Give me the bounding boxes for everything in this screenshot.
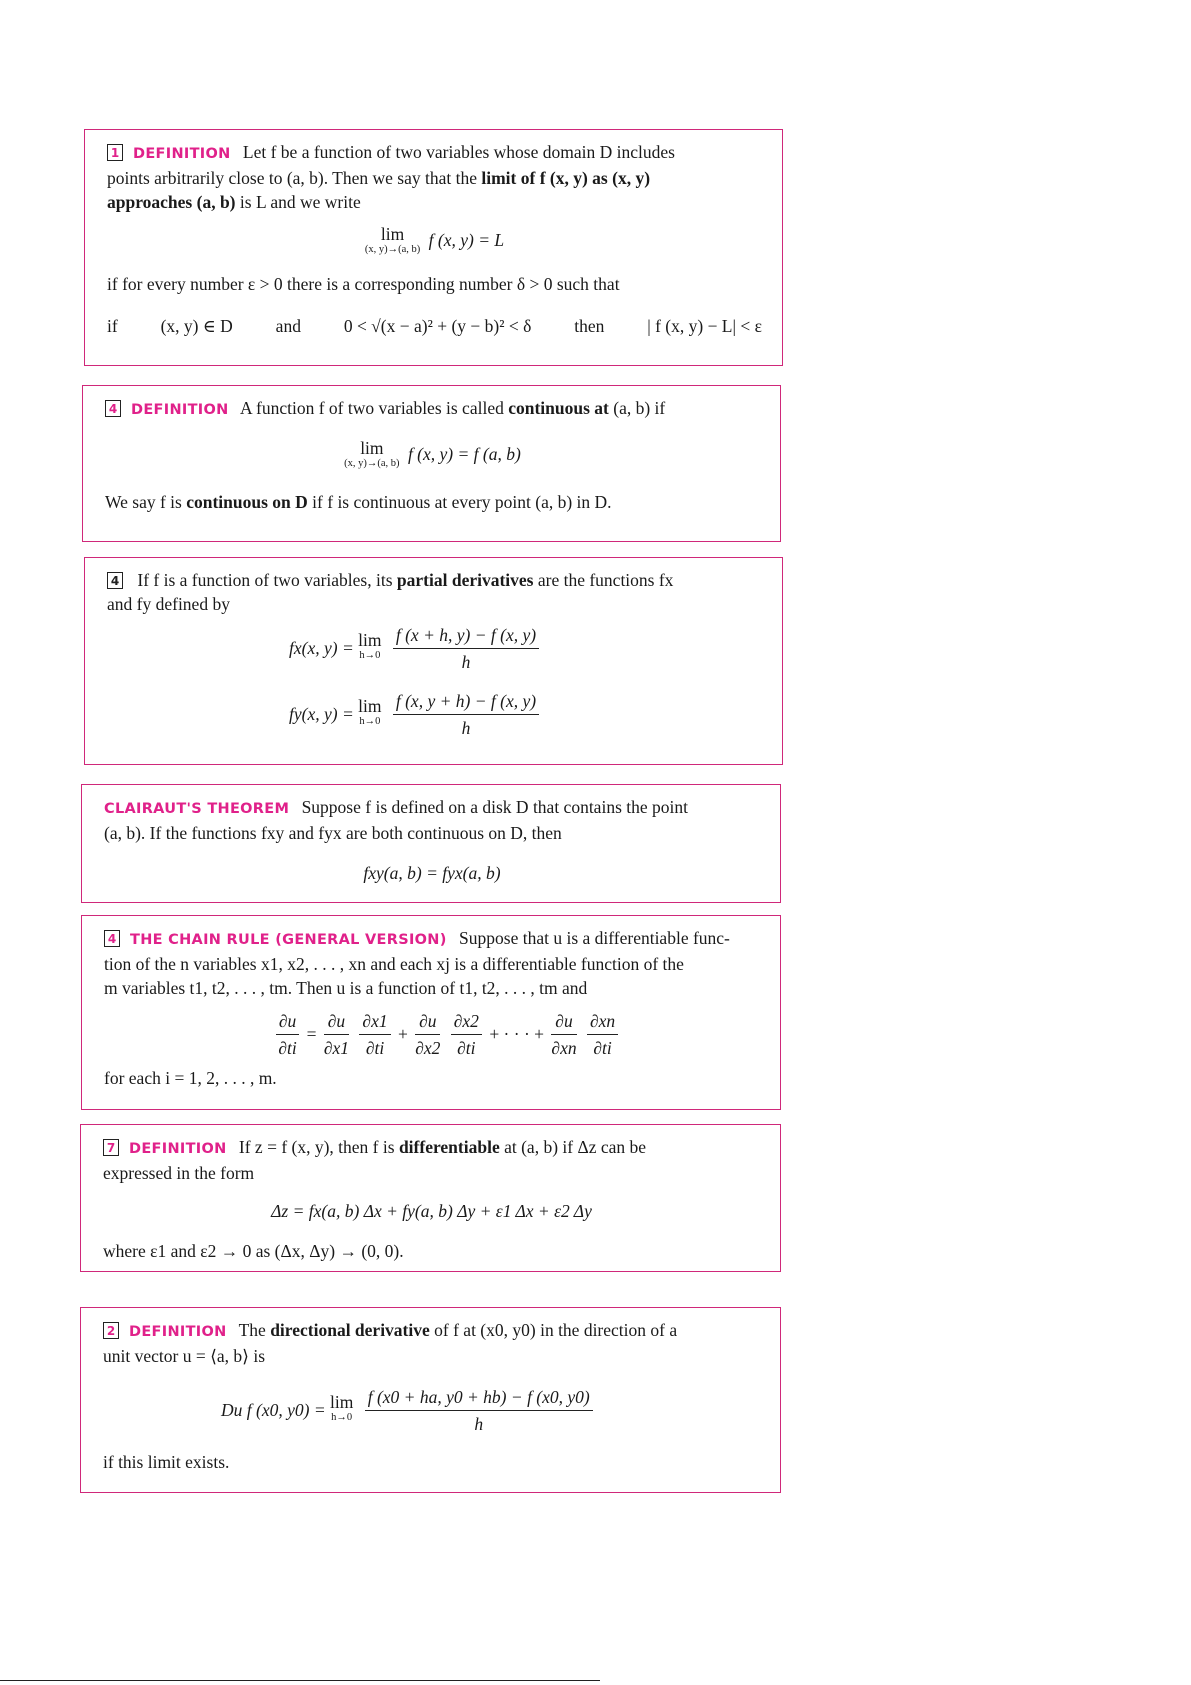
lim-text: lim: [330, 1392, 354, 1412]
fraction-numerator: ∂u: [415, 1010, 440, 1035]
definition-condition: [107, 314, 762, 338]
definition-text: points arbitrarily close to (a, b). Then we say that the: [107, 168, 477, 188]
fraction-numerator: f (x + h, y) − f (x, y): [393, 624, 539, 649]
fraction: [365, 1386, 593, 1434]
directional-derivative-box: [80, 1307, 781, 1493]
ellipsis-sum: + · · · +: [489, 1024, 545, 1044]
definition-bold-term: limit of f (x, y) as (x, y): [481, 168, 651, 188]
fraction-numerator: ∂u: [276, 1010, 299, 1035]
page-footer-rule: [0, 1680, 600, 1681]
definition-number: 4: [104, 930, 120, 947]
fraction: [587, 1010, 618, 1058]
fraction-numerator: ∂x1: [359, 1010, 390, 1035]
lim-subscript: h→0: [359, 650, 381, 661]
clairaut-equation-text: fxy(a, b) = fyx(a, b): [363, 863, 501, 883]
fraction: [324, 1010, 349, 1058]
condition-result: | f (x, y) − L| < ε: [647, 316, 762, 336]
limit-operator: [358, 698, 381, 730]
fraction-denominator: ∂ti: [457, 1038, 476, 1058]
definition-text: tion of the n variables x1, x2, . . . , xn and each xj is a differentiable function of the: [104, 954, 684, 974]
definition-bold-term: approaches (a, b): [107, 192, 236, 212]
definition-continuity-box: [82, 385, 781, 542]
clairaut-theorem-box: [81, 784, 781, 903]
definition-text: (a, b). If the functions fxy and fyx are both continuous on D, then: [104, 823, 562, 843]
fraction-denominator: ∂x1: [323, 1038, 350, 1058]
limit-operator: [344, 440, 399, 472]
definition-line: [107, 568, 762, 592]
limit-equation-rhs: f (x, y) = L: [428, 230, 505, 251]
definition-text: Suppose f is defined on a disk D that contains the point: [301, 797, 688, 817]
fraction: [415, 1010, 440, 1058]
condition-and: and: [275, 316, 301, 336]
definition-line: [107, 190, 762, 214]
equals-sign: =: [306, 1024, 317, 1044]
partial-x-equation: [289, 624, 762, 672]
definition-line: [107, 166, 762, 190]
definition-text: expressed in the form: [103, 1163, 255, 1183]
definition-number: 2: [103, 1322, 119, 1339]
fraction: [451, 1010, 482, 1058]
definition-bold-term: partial derivatives: [396, 570, 534, 590]
definition-text: if for every number ε > 0 there is a corresponding number δ > 0 such that: [107, 274, 620, 294]
partial-y-equation: [289, 690, 762, 738]
definition-bold-term: continuous at: [508, 398, 609, 418]
fraction-denominator: h: [474, 1414, 484, 1434]
differentiable-equation-text: Δz = fx(a, b) Δx + fy(a, b) Δy + ε1 Δx + ε2 Δy: [271, 1201, 592, 1221]
definition-text: m variables t1, t2, . . . , tm. Then u is a function of t1, t2, . . . , tm and: [104, 978, 588, 998]
fraction: [393, 690, 539, 738]
limit-equation: [107, 226, 762, 258]
definition-limit-intro: [107, 140, 762, 166]
limit-operator: [358, 632, 381, 664]
fraction: [276, 1010, 299, 1058]
definition-text: if this limit exists.: [103, 1452, 230, 1472]
equation-lhs: fx(x, y) =: [289, 638, 354, 658]
definition-text: If z = f (x, y), then f is: [238, 1137, 395, 1157]
fraction-denominator: h: [461, 652, 471, 672]
definition-line: [104, 795, 760, 821]
clairaut-equation: [104, 861, 760, 885]
definition-bold-term: differentiable: [398, 1137, 500, 1157]
continuity-equation-rhs: f (x, y) = f (a, b): [407, 444, 521, 465]
definition-tag: DEFINITION: [129, 1324, 227, 1340]
fraction-numerator: ∂u: [551, 1010, 576, 1035]
definition-tag: DEFINITION: [131, 402, 229, 418]
directional-derivative-equation: [221, 1386, 760, 1434]
fraction: [551, 1010, 576, 1058]
lim-subscript: (x, y)→(a, b): [364, 244, 421, 255]
condition-distance: 0 < √(x − a)² + (y − b)² < δ: [343, 316, 532, 336]
definition-line: [105, 490, 760, 514]
definition-text: Suppose that u is a differentiable func-: [459, 928, 730, 948]
limit-operator: [365, 226, 420, 258]
lim-text: lim: [380, 224, 405, 244]
lim-text: lim: [360, 438, 384, 458]
definition-text: Let f be a function of two variables whose domain D includes: [242, 142, 675, 162]
theorem-tag: CLAIRAUT'S THEOREM: [104, 801, 290, 817]
definition-text: If f is a function of two variables, its: [137, 570, 393, 590]
chain-rule-equation: [104, 1010, 760, 1058]
definition-text: and fy defined by: [107, 594, 230, 614]
definition-tag: DEFINITION: [129, 1141, 227, 1157]
condition-if: if: [107, 316, 118, 336]
definition-text: We say f is: [105, 492, 182, 512]
differentiable-definition-box: [80, 1124, 781, 1272]
fraction-denominator: h: [461, 718, 471, 738]
definition-tag: DEFINITION: [133, 146, 231, 162]
theorem-tag: THE CHAIN RULE (GENERAL VERSION): [130, 932, 447, 948]
fraction-numerator: ∂u: [324, 1010, 349, 1035]
definition-number: 4: [107, 572, 123, 589]
definition-number: 7: [103, 1139, 119, 1156]
definition-line: [103, 1318, 760, 1344]
definition-text: (a, b) if: [613, 398, 666, 418]
definition-text: at (a, b) if Δz can be: [504, 1137, 647, 1157]
fraction-denominator: ∂xn: [551, 1038, 577, 1058]
definition-line: [105, 396, 760, 422]
definition-text: are the functions fx: [537, 570, 674, 590]
condition-domain: (x, y) ∈ D: [160, 316, 233, 336]
chain-rule-box: [81, 915, 781, 1110]
continuity-equation: [105, 440, 760, 472]
fraction-numerator: ∂x2: [451, 1010, 482, 1035]
fraction-denominator: ∂ti: [365, 1038, 385, 1058]
differentiable-equation: [103, 1199, 760, 1223]
condition-then: then: [574, 316, 605, 336]
lim-text: lim: [358, 630, 382, 650]
fraction-denominator: ∂ti: [278, 1038, 297, 1058]
fraction-numerator: ∂xn: [587, 1010, 618, 1035]
definition-text: unit vector u = ⟨a, b⟩ is: [103, 1346, 266, 1366]
definition-text: where ε1 and ε2 → 0 as (Δx, Δy) → (0, 0).: [103, 1241, 404, 1261]
definition-text: for each i = 1, 2, . . . , m.: [104, 1068, 277, 1088]
fraction-numerator: f (x0 + ha, y0 + hb) − f (x0, y0): [365, 1386, 593, 1411]
limit-operator: [330, 1394, 353, 1426]
fraction-denominator: ∂x2: [415, 1038, 441, 1058]
definition-text: if f is continuous at every point (a, b) in D.: [312, 492, 612, 512]
partial-derivatives-box: [84, 557, 783, 765]
definition-number: 4: [105, 400, 121, 417]
definition-line: [104, 926, 760, 952]
definition-text: of f at (x0, y0) in the direction of a: [434, 1320, 678, 1340]
fraction: [393, 624, 539, 672]
plus-sign: +: [397, 1024, 408, 1044]
definition-bold-term: continuous on D: [186, 492, 308, 512]
equation-lhs: Du f (x0, y0) =: [221, 1400, 326, 1420]
equation-lhs: fy(x, y) =: [289, 704, 354, 724]
definition-bold-term: directional derivative: [270, 1320, 430, 1340]
lim-subscript: (x, y)→(a, b): [344, 458, 400, 469]
definition-line: [103, 1135, 760, 1161]
definition-text: A function f of two variables is called: [239, 398, 504, 418]
lim-subscript: h→0: [359, 716, 381, 727]
definition-limit-box: [84, 129, 783, 366]
fraction-denominator: ∂ti: [593, 1038, 612, 1058]
fraction-numerator: f (x, y + h) − f (x, y): [393, 690, 539, 715]
definition-text: is L and we write: [235, 192, 361, 212]
definition-text: The: [238, 1320, 266, 1340]
definition-number: 1: [107, 144, 123, 161]
fraction: [359, 1010, 390, 1058]
lim-subscript: h→0: [331, 1412, 353, 1423]
lim-text: lim: [358, 696, 382, 716]
